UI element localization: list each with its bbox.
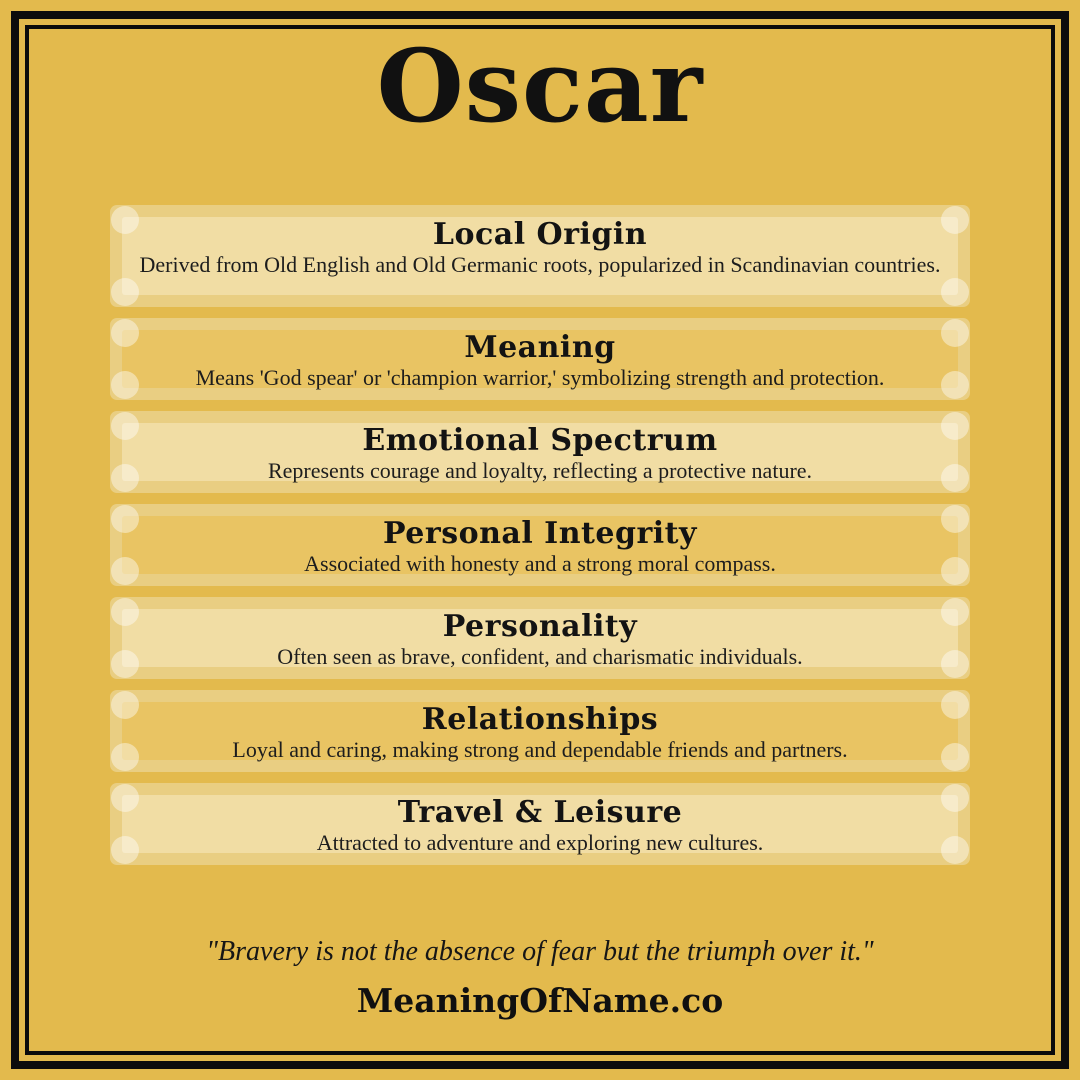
pin-decoration-icon [111, 505, 139, 533]
pin-decoration-icon [111, 598, 139, 626]
card-title: Meaning [464, 330, 616, 365]
info-card [110, 597, 970, 679]
card-title: Local Origin [432, 217, 648, 252]
pin-decoration-icon [941, 743, 969, 771]
card-body [122, 217, 958, 295]
pin-decoration-icon [111, 743, 139, 771]
pin-decoration-icon [111, 412, 139, 440]
pin-decoration-icon [941, 371, 969, 399]
card-title: Relationships [421, 702, 659, 737]
card-body [122, 423, 958, 481]
pin-decoration-icon [111, 278, 139, 306]
info-card [110, 690, 970, 772]
card-description: Often seen as brave, confident, and charismatic individuals. [277, 644, 803, 669]
pin-decoration-icon [941, 836, 969, 864]
card-description: Attracted to adventure and exploring new cultures. [316, 830, 764, 855]
pin-decoration-icon [111, 836, 139, 864]
pin-decoration-icon [111, 557, 139, 585]
pin-decoration-icon [941, 650, 969, 678]
pin-decoration-icon [941, 691, 969, 719]
card-title: Personality [442, 609, 638, 644]
pin-decoration-icon [941, 278, 969, 306]
info-card [110, 411, 970, 493]
pin-decoration-icon [941, 505, 969, 533]
card-body [122, 609, 958, 667]
pin-decoration-icon [111, 319, 139, 347]
card-title: Emotional Spectrum [362, 423, 718, 458]
info-card [110, 318, 970, 400]
info-card-list [110, 205, 970, 865]
card-title: Travel & Leisure [397, 795, 683, 830]
pin-decoration-icon [941, 598, 969, 626]
pin-decoration-icon [941, 784, 969, 812]
pin-decoration-icon [941, 319, 969, 347]
card-description: Represents courage and loyalty, reflecting a protective nature. [267, 458, 813, 483]
pin-decoration-icon [111, 464, 139, 492]
pin-decoration-icon [941, 412, 969, 440]
page-title: Oscar [376, 27, 704, 145]
info-card [110, 205, 970, 307]
card-description: Loyal and caring, making strong and dependable friends and partners. [232, 737, 848, 762]
pin-decoration-icon [941, 206, 969, 234]
info-card [110, 783, 970, 865]
pin-decoration-icon [941, 557, 969, 585]
card-description: Derived from Old English and Old Germanic roots, popularized in Scandinavian countries. [139, 252, 941, 277]
card-body [122, 330, 958, 388]
pin-decoration-icon [111, 206, 139, 234]
card-body [122, 702, 958, 760]
pin-decoration-icon [111, 784, 139, 812]
pin-decoration-icon [111, 650, 139, 678]
card-description: Means 'God spear' or 'champion warrior,' symbolizing strength and protection. [195, 365, 885, 390]
quote-text: "Bravery is not the absence of fear but the triumph over it." [206, 936, 874, 967]
pin-decoration-icon [111, 691, 139, 719]
info-card [110, 504, 970, 586]
card-description: Associated with honesty and a strong moral compass. [304, 551, 776, 576]
pin-decoration-icon [941, 464, 969, 492]
card-body [122, 516, 958, 574]
card-title: Personal Integrity [383, 516, 697, 551]
pin-decoration-icon [111, 371, 139, 399]
brand-name: MeaningOfName.co [356, 981, 724, 1020]
card-body [122, 795, 958, 853]
